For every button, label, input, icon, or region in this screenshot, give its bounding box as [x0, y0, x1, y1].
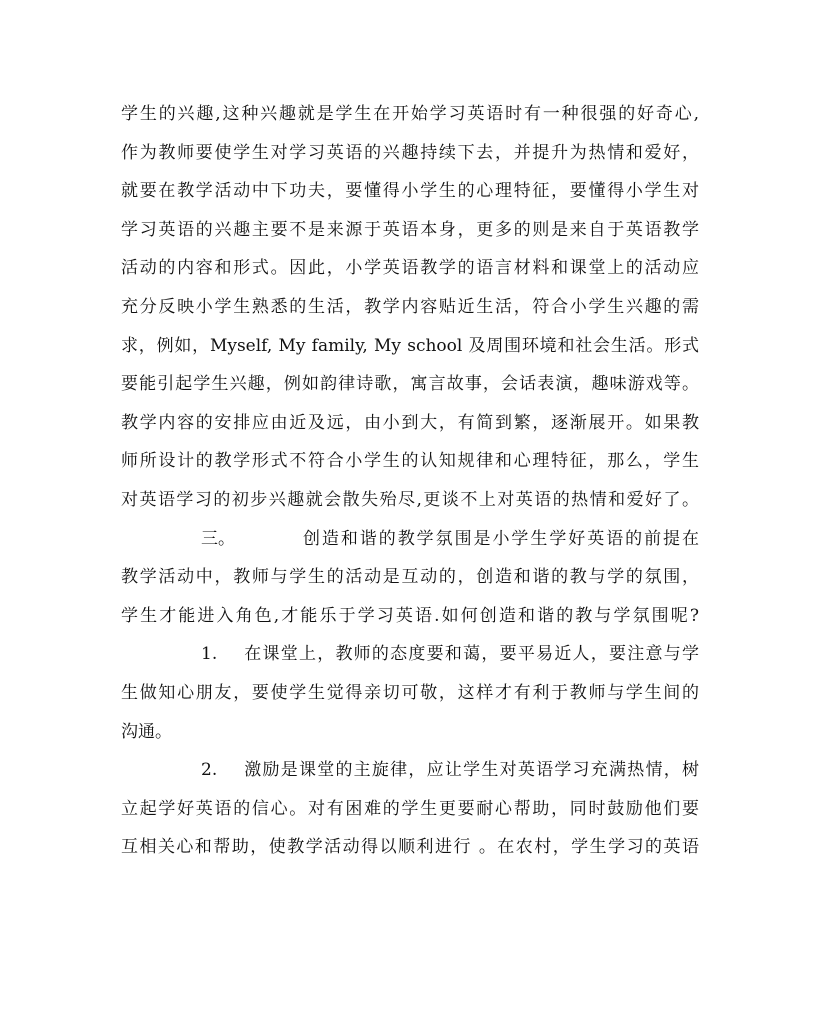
- paragraph-line: 作为教师要使学生对学习英语的兴趣持续下去，并提升为热情和爱好，: [121, 142, 699, 163]
- paragraph-line: 学生才能进入角色,才能乐于学习英语.如何创造和谐的教与学氛围呢?: [121, 605, 699, 626]
- section-title: 创造和谐的教学氛围是小学生学好英语的前提在: [301, 528, 699, 549]
- paragraph-line: 充分反映小学生熟悉的生活，教学内容贴近生活，符合小学生兴趣的需: [121, 296, 699, 317]
- section-number: 三。: [201, 528, 235, 549]
- paragraph-line: 互相关心和帮助，使教学活动得以顺利进行 。在农村，学生学习的英语: [121, 837, 699, 858]
- list-item-number: 2.: [201, 760, 218, 781]
- paragraph-line: 师所设计的教学形式不符合小学生的认知规律和心理特征，那么，学生: [121, 451, 699, 472]
- list-item-first-line: [121, 635, 699, 674]
- paragraph-line: 生做知心朋友，要使学生觉得亲切可敬，这样才有利于教师与学生间的: [121, 682, 699, 703]
- paragraph-line: 教学活动中，教师与学生的活动是互动的，创造和谐的教与学的氛围，: [121, 567, 699, 588]
- paragraph-line: 学生的兴趣,这种兴趣就是学生在开始学习英语时有一种很强的好奇心,: [121, 104, 699, 124]
- list-item-text: 激励是课堂的主旋律，应让学生对英语学习充满热情，树: [243, 760, 699, 781]
- paragraph-line: 就要在教学活动中下功夫，要懂得小学生的心理特征，要懂得小学生对: [121, 181, 699, 202]
- paragraph-line: 教学内容的安排应由近及远，由小到大，有简到繁，逐渐展开。如果教: [121, 412, 699, 433]
- section-heading: [121, 520, 699, 559]
- list-item-number: 1.: [201, 644, 218, 665]
- document-body: [121, 95, 699, 867]
- paragraph-line: 沟通。: [121, 721, 172, 742]
- list-item-text: 在课堂上，教师的态度要和蔼，要平易近人，要注意与学: [243, 644, 699, 665]
- paragraph-line: 立起学好英语的信心。对有困难的学生更要耐心帮助，同时鼓励他们要: [121, 798, 699, 819]
- list-item-first-line: [121, 751, 699, 790]
- paragraph-line: 对英语学习的初步兴趣就会散失殆尽,更谈不上对英语的热情和爱好了。: [121, 489, 699, 510]
- paragraph-line: 要能引起学生兴趣，例如韵律诗歌，寓言故事，会话表演，趣味游戏等。: [121, 374, 699, 395]
- paragraph-line: 求，例如，Myself, My family, My school 及周围环境和社会生活。形式: [121, 335, 699, 356]
- paragraph-line: 学习英语的兴趣主要不是来源于英语本身，更多的则是来自于英语教学: [121, 219, 699, 240]
- paragraph-line: 活动的内容和形式。因此，小学英语教学的语言材料和课堂上的活动应: [121, 258, 699, 279]
